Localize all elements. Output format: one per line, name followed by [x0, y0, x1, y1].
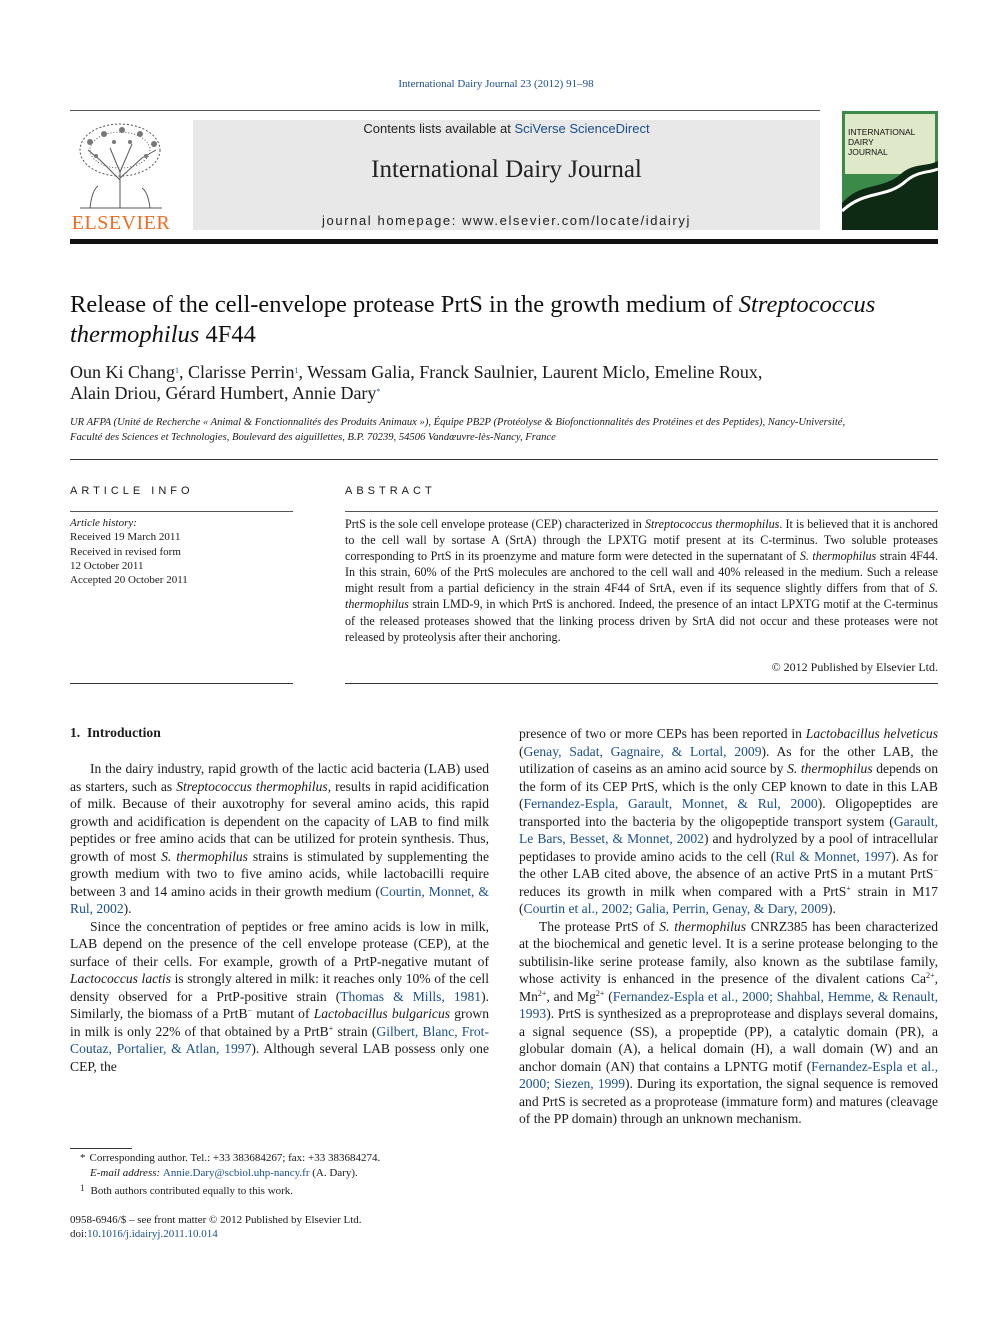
abstract-text [345, 516, 938, 645]
footnote-email [70, 1166, 490, 1181]
article-info-heading: ARTICLE INFO [70, 485, 194, 497]
front-matter [70, 1213, 490, 1241]
sciencedirect-link[interactable]: SciVerse ScienceDirect [514, 121, 650, 136]
body-paragraph [70, 760, 489, 918]
section-title: Introduction [87, 725, 161, 740]
author-name[interactable]: Clarisse Perrin [188, 362, 295, 382]
reference-link[interactable]: Fernandez-Espla et al., 2000; Shahbal, Hemme, & Renault, 1993 [519, 988, 938, 1021]
header-rule [70, 110, 820, 111]
history-entry: Received 19 March 2011 [70, 531, 181, 544]
abstract-species: S. thermophilus [345, 581, 938, 612]
footnote-text: Both authors contributed equally to this work. [90, 1185, 294, 1197]
reference-link[interactable]: Thomas & Mills, 1981 [340, 988, 482, 1004]
superscript: + [846, 883, 851, 893]
affiliation [70, 415, 938, 445]
cover-title-line: INTERNATIONAL [848, 127, 916, 137]
text-run: ) and hydrolyzed by a pool of intracellular peptidases to provide amino acids to the cell ( [519, 831, 938, 864]
footnote-text: Corresponding author. Tel.: +33 383684267; fax: +33 383684274. [89, 1152, 381, 1164]
text-run: ). As for the other LAB cited above, the absence of an active PrtS in a mutant PrtS [519, 848, 938, 881]
author-separator: , [410, 362, 420, 382]
text-run: grown in milk is only 22% of that obtained by a PrtB [70, 1006, 489, 1039]
body-paragraph [70, 918, 489, 1076]
abstract-species: Streptococcus thermophilus [645, 517, 780, 531]
journal-cover-thumbnail[interactable] [842, 111, 938, 230]
text-run: presence of two or more CEPs has been reported in [519, 726, 806, 741]
title-main: Release of the cell-envelope protease PrtS in the growth medium of [70, 291, 739, 318]
author-separator: , [645, 362, 655, 382]
superscript: − [247, 1006, 253, 1015]
article-info-rule [70, 511, 293, 512]
contents-prefix: Contents lists available at [363, 121, 515, 136]
author-name[interactable]: Gérard Humbert [165, 383, 284, 403]
history-entry: Received in revised form [70, 545, 181, 558]
history-label: Article history: [70, 517, 137, 529]
species-name: Streptococcus thermophilus [176, 778, 328, 794]
title-species: Streptococcus thermophilus [70, 291, 876, 348]
affiliation-line: Faculté des Sciences et Technologies, Boulevard des aiguillettes, B.P. 70239, 54506 Vandœuvre-lès-Nancy, France [70, 432, 556, 443]
text-run: CNRZ385 has been characterized at the biochemical and genetic level. It is a serine protease belonging to the subtilisin-like serine protease family, also known as the subtilase family, whose activity is enhanced in the presence of the divalent cations Ca [519, 918, 939, 986]
reference-link[interactable]: Garault, Le Bars, Besset, & Monnet, 2002 [519, 813, 938, 846]
author-name[interactable]: Laurent Miclo [541, 362, 646, 382]
superscript: 2+ [595, 988, 605, 998]
homepage-url[interactable]: www.elsevier.com/locate/idairyj [462, 213, 691, 228]
text-run: In the dairy industry, rapid growth of the lactic acid bacteria (LAB) used as starters, such as [70, 761, 489, 794]
abstract-bottom-rule [345, 683, 938, 684]
article-info-bottom-rule [70, 683, 293, 684]
text-run: , and Mg [546, 988, 596, 1004]
abstract-text-run: PrtS is the sole cell envelope protease (CEP) characterized in [345, 517, 645, 531]
footnote-mark: 1 [80, 1183, 85, 1193]
text-run: ( [519, 743, 524, 759]
author-name[interactable]: Emeline Roux [654, 362, 758, 382]
text-run: mutant of [252, 1006, 314, 1021]
reference-link[interactable]: Fernandez-Espla, Garault, Monnet, & Rul, 2000 [523, 796, 818, 811]
author-footnote-mark[interactable]: * [376, 387, 381, 396]
species-name: S. thermophilus [161, 848, 248, 864]
cover-title [848, 127, 915, 157]
superscript: − [933, 866, 938, 875]
species-name: S. thermophilus [787, 761, 873, 776]
contents-availability [193, 121, 820, 136]
section-number: 1. [70, 725, 81, 740]
text-run: is strongly altered in milk: it reaches only 10% of the cell density observed for a PrtP-positive strain ( [70, 971, 489, 1004]
author-name[interactable]: Franck Saulnier [419, 362, 533, 382]
history-entry: Accepted 20 October 2011 [70, 574, 188, 587]
text-run: strain ( [333, 1023, 377, 1039]
abstract-text-run: . It is believed that it is anchored to the cell wall by sortase A (SrtA) through the LPXTG motif present at its C-terminus. Two soluble proteases corresponding to PrtS in its proenzyme and mature form were detected in the supernatant of [345, 517, 938, 564]
journal-citation[interactable]: International Dairy Journal 23 (2012) 91–98 [398, 78, 594, 90]
author-name[interactable]: Oun Ki Chang [70, 362, 175, 382]
author-name[interactable]: Annie Dary [291, 383, 377, 403]
author-footnote-mark[interactable]: 1 [294, 366, 299, 375]
reference-link[interactable]: Courtin et al., 2002; Galia, Perrin, Genay, & Dary, 2009 [523, 901, 828, 916]
species-name: S. thermophilus [659, 918, 747, 934]
issn-line: 0958-6946/$ – see front matter © 2012 Published by Elsevier Ltd. [70, 1214, 362, 1226]
text-run: strains is stimulated by supplementing the growth medium with two to five amino acids, while lactobacilli require between 3 and 14 amino acids in their growth medium ( [70, 848, 490, 899]
text-run: Since the concentration of peptides or free amino acids is low in milk, LAB depend on the presence of the cell envelope protease (CEP), at the surface of their cells. For example, growth of a PrtP-negative mutant of [70, 918, 489, 969]
text-run: ). Although several LAB possess only one CEP, the [70, 1041, 489, 1074]
text-run: , results in rapid acidification of milk. Because of their auxotrophy for several amino acids, this rapid growth and acidification is dependent on the capacity of LAB to find milk peptides or free amino acids that can be utilized for protein synthesis. Thus, growth of most [70, 778, 489, 864]
footnote-mark: * [80, 1152, 86, 1164]
affiliation-rule [70, 459, 938, 460]
abstract-rule [345, 511, 938, 512]
abstract-copyright: © 2012 Published by Elsevier Ltd. [771, 660, 938, 674]
text-run: strain in M17 ( [519, 883, 938, 916]
article-title [70, 290, 938, 350]
text-run: ). [123, 901, 132, 916]
article-history [70, 516, 293, 587]
footnotes [70, 1151, 490, 1199]
author-separator: , [757, 362, 763, 382]
text-run: ). As for the other LAB, the utilization of caseins as an amino acid source by [519, 743, 938, 776]
journal-name: International Dairy Journal [371, 156, 642, 183]
abstract-species: S. thermophilus [799, 549, 877, 564]
body-column-right [519, 725, 938, 1128]
species-name: Lactococcus lactis [70, 971, 171, 986]
reference-link[interactable]: Gilbert, Blanc, Frot-Coutaz, Portalier, & Atlan, 1997 [70, 1023, 489, 1056]
reference-link[interactable]: Genay, Sadat, Gagnaire, & Lortal, 2009 [523, 743, 762, 759]
reference-link[interactable]: Fernandez-Espla et al., 2000; Siezen, 1999 [519, 1058, 938, 1091]
author-separator: , [179, 362, 188, 382]
author-footnote-mark[interactable]: 1 [175, 366, 179, 375]
author-separator: , [283, 383, 292, 403]
text-run: ). Similarly, the biomass of a PrtB [70, 988, 489, 1021]
author-line [70, 383, 938, 404]
author-name[interactable]: Wessam Galia [307, 362, 411, 382]
text-run: ). During its exportation, the signal sequence is removed and PrtS is secreted as a proprotease (immature form) and matures (cleavage of the PP domain) through an unknown mechanism. [519, 1076, 938, 1126]
author-separator: , [532, 362, 542, 382]
author-separator: , [156, 383, 166, 403]
author-separator: , [298, 362, 308, 382]
abstract-text-run: strain LMD-9, in which PrtS is anchored. Indeed, the presence of an intact LPXTG motif at the C-terminus of the released proteases showed that the linking process driven by SrtA did not occur and these proteases were not released by proteolysis after their anchoring. [345, 597, 938, 644]
text-run: depends on the form of its CEP PrtS, which is the only CEP known to date in this LAB ( [519, 761, 938, 811]
elsevier-wordmark: ELSEVIER [71, 212, 171, 234]
body-paragraph [519, 918, 938, 1128]
cover-title-line: JOURNAL [848, 147, 888, 157]
footnote-equal-contribution [70, 1181, 490, 1199]
doi-label: doi: [70, 1228, 88, 1240]
header-thick-rule [70, 239, 938, 244]
text-run: , Mn [519, 971, 938, 1004]
author-list [70, 362, 938, 404]
cover-title-line: DAIRY [848, 137, 874, 147]
species-name: Lactobacillus bulgaricus [313, 1006, 451, 1021]
affiliation-line: UR AFPA (Unité de Recherche « Animal & Fonctionnalités des Produits Animaux »), Équipe PB2P (Protéolyse & Biofonctionnalités des Protéines et des Peptides), Nancy-Université, [70, 417, 846, 428]
footnote-rule [70, 1148, 132, 1149]
doi-link[interactable]: 10.1016/j.idairyj.2011.10.014 [87, 1228, 218, 1240]
reference-link[interactable]: Courtin, Monnet, & Rul, 2002 [70, 883, 489, 916]
author-name[interactable]: Alain Driou [70, 383, 157, 403]
doi-line [70, 1227, 490, 1241]
title-tail: 4F44 [199, 321, 256, 348]
superscript: + [328, 1023, 334, 1033]
text-run: ). Oligopeptides are transported into the bacteria by the oligopeptide transport system ( [519, 796, 938, 829]
footnote-corresponding [70, 1151, 490, 1166]
author-line [70, 362, 938, 383]
text-run: ). PrtS is synthesized as a preproprotease and displays several domains, a signal sequence (SS), a propeptide (PP), a catalytic domain (PR), a globular domain (A), a helical domain (H), a wall domain (W) and an anchor domain (AN) that contains a LPNTG motif ( [519, 1006, 938, 1074]
email-tail: (A. Dary). [309, 1167, 358, 1179]
section-heading-introduction [70, 725, 161, 741]
body-paragraph [519, 725, 938, 918]
superscript: 2+ [926, 971, 935, 980]
superscript: 2+ [537, 988, 547, 998]
body-column-left [70, 760, 489, 1075]
text-run: reduces its growth in milk when compared with a PrtS [519, 883, 847, 899]
email-link[interactable]: Annie.Dary@scbiol.uhp-nancy.fr [162, 1167, 310, 1179]
text-run: ( [604, 988, 613, 1004]
abstract-text-run: strain 4F44. In this strain, 60% of the PrtS molecules are anchored to the cell wall and 40% released in the medium. Such a release might result from a partial deficiency in the strain 4F44 of SrtA, even if its sequence slightly differs from that of [345, 549, 938, 596]
reference-link[interactable]: Rul & Monnet, 1997 [775, 848, 892, 864]
email-label: E-mail address: [90, 1167, 163, 1179]
text-run: ). [827, 901, 836, 916]
species-name: Lactobacillus helveticus [805, 726, 938, 741]
text-run: The protease PrtS of [539, 918, 660, 934]
history-entry: 12 October 2011 [70, 559, 144, 572]
abstract-heading: ABSTRACT [345, 485, 436, 497]
journal-homepage [193, 213, 820, 228]
homepage-prefix: journal homepage: [322, 213, 463, 228]
